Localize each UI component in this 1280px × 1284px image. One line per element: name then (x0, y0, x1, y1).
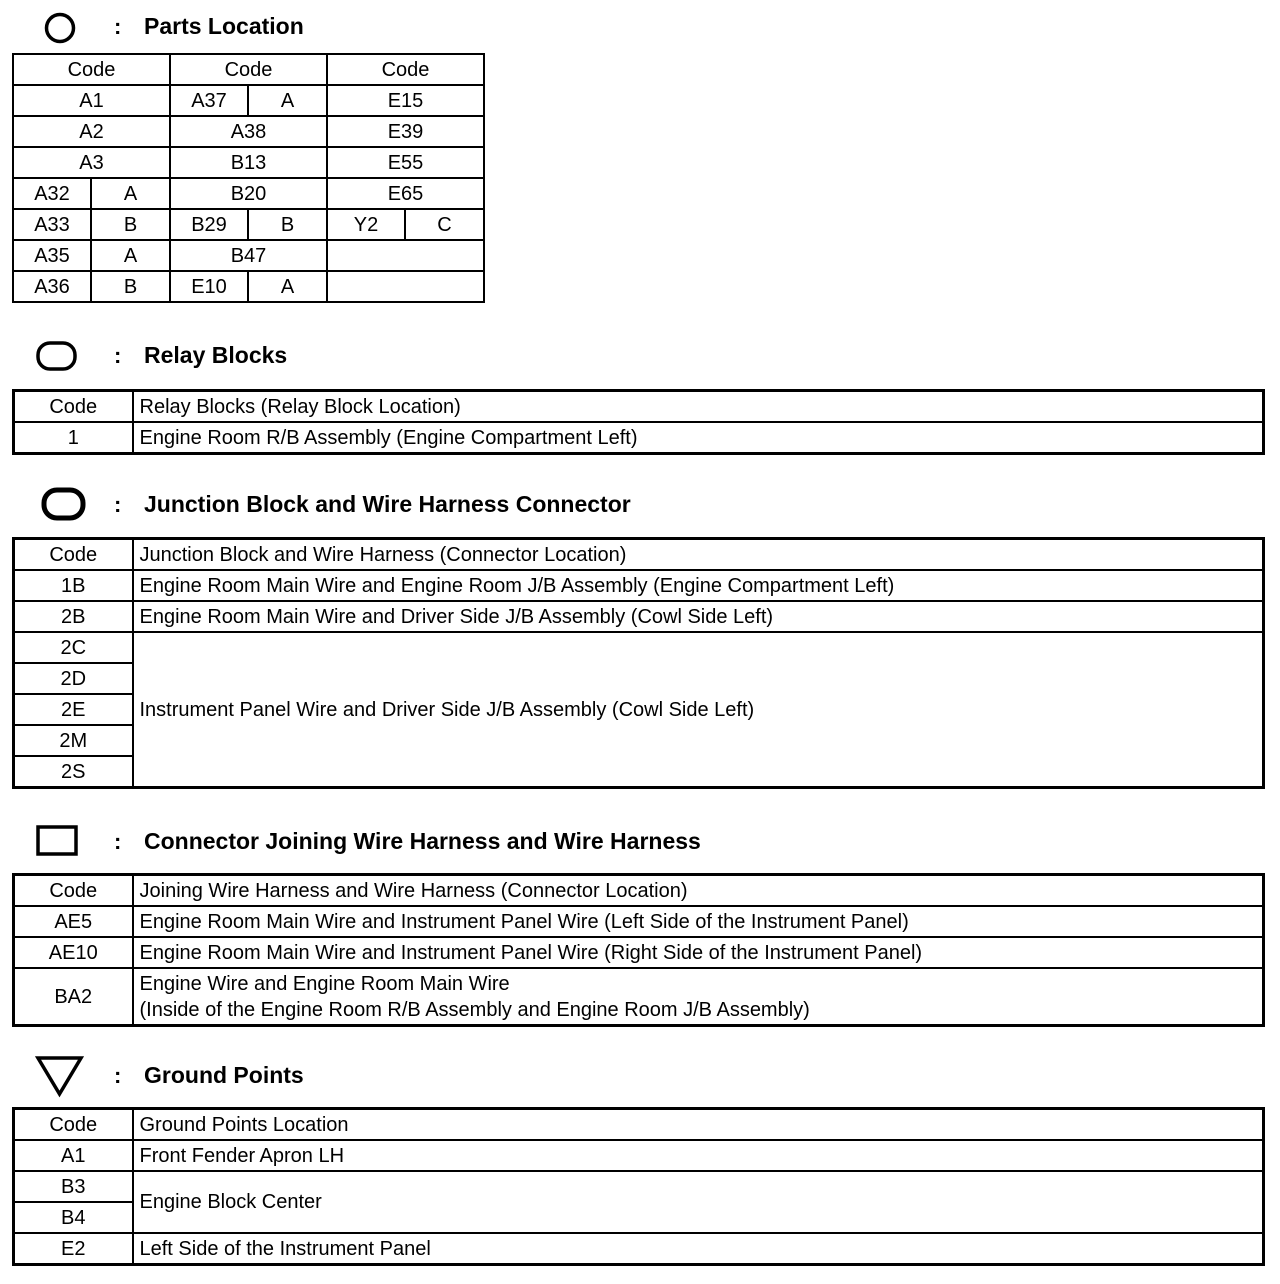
code-cell: B3 (14, 1171, 133, 1202)
colon: : (114, 492, 122, 517)
code-cell: B4 (14, 1202, 133, 1233)
junction-block-heading (0, 484, 1280, 524)
code-cell: 1B (14, 570, 133, 601)
colon: : (114, 1063, 122, 1088)
variant-cell: A (91, 240, 170, 271)
table-row (14, 1140, 1264, 1171)
code-cell: A38 (170, 116, 327, 147)
ground-points-table (12, 1107, 1265, 1266)
code-cell: A32 (13, 178, 91, 209)
empty-cell (327, 271, 484, 302)
code-cell: E2 (14, 1233, 133, 1265)
relay-blocks-heading (0, 337, 1280, 377)
description-cell: Left Side of the Instrument Panel (133, 1233, 1264, 1265)
description-cell: Engine Room Main Wire and Instrument Panel Wire (Left Side of the Instrument Panel) (133, 906, 1264, 937)
connector-joining-heading (0, 821, 1280, 861)
colon: : (114, 343, 122, 368)
code-cell: 2C (14, 632, 133, 663)
code-cell: 2B (14, 601, 133, 632)
table-row (14, 422, 1264, 454)
parts-location-table (12, 53, 485, 303)
column-header: Joining Wire Harness and Wire Harness (Connector Location) (133, 875, 1264, 907)
section-title: Parts Location (144, 13, 304, 39)
column-header: Code (327, 54, 484, 85)
code-cell: 2D (14, 663, 133, 694)
code-cell: A37 (170, 85, 248, 116)
code-cell: BA2 (14, 968, 133, 1026)
code-cell: B20 (170, 178, 327, 209)
code-cell: A2 (13, 116, 170, 147)
column-header: Code (14, 875, 133, 907)
variant-cell: B (91, 209, 170, 240)
description-cell: Instrument Panel Wire and Driver Side J/B Assembly (Cowl Side Left) (133, 632, 1264, 788)
table-row (14, 570, 1264, 601)
code-cell: B29 (170, 209, 248, 240)
table-row (14, 1171, 1264, 1202)
table-row (13, 85, 484, 116)
column-header: Code (170, 54, 327, 85)
description-cell: Engine Room Main Wire and Engine Room J/B Assembly (Engine Compartment Left) (133, 570, 1264, 601)
section-title: Ground Points (144, 1062, 304, 1088)
junction-block-table (12, 537, 1265, 789)
table-row (13, 116, 484, 147)
column-header: Code (14, 391, 133, 423)
code-cell: AE10 (14, 937, 133, 968)
variant-cell: A (248, 271, 327, 302)
description-cell: Front Fender Apron LH (133, 1140, 1264, 1171)
circle-icon (44, 12, 78, 46)
table-row (14, 1233, 1264, 1265)
code-cell: 2S (14, 756, 133, 788)
description-line: Engine Wire and Engine Room Main Wire (139, 972, 510, 995)
code-cell: 2E (14, 694, 133, 725)
code-cell: E10 (170, 271, 248, 302)
table-row (14, 601, 1264, 632)
colon: : (114, 829, 122, 854)
parts-location-heading (0, 8, 1280, 48)
table-row (13, 147, 484, 178)
variant-cell: A (91, 178, 170, 209)
table-row (14, 968, 1264, 1026)
empty-cell (327, 240, 484, 271)
table-row (14, 906, 1264, 937)
connector-joining-table (12, 873, 1265, 1027)
section-title: Connector Joining Wire Harness and Wire Harness (144, 828, 701, 854)
table-row (13, 240, 484, 271)
column-header: Code (13, 54, 170, 85)
description-cell (133, 968, 1264, 1026)
code-cell: A35 (13, 240, 91, 271)
column-header: Junction Block and Wire Harness (Connector Location) (133, 539, 1264, 571)
rounded-rect-icon (36, 341, 78, 373)
description-cell: Engine Room R/B Assembly (Engine Compartment Left) (133, 422, 1264, 454)
code-cell: 2M (14, 725, 133, 756)
section-title: Junction Block and Wire Harness Connector (144, 491, 631, 517)
description-cell: Engine Block Center (133, 1171, 1264, 1233)
column-header: Relay Blocks (Relay Block Location) (133, 391, 1264, 423)
rounded-rect-bold-icon (41, 487, 87, 523)
code-cell: 1 (14, 422, 133, 454)
description-cell: Engine Room Main Wire and Driver Side J/B Assembly (Cowl Side Left) (133, 601, 1264, 632)
variant-cell: A (248, 85, 327, 116)
table-row (13, 271, 484, 302)
table-row (14, 632, 1264, 663)
code-cell: E15 (327, 85, 484, 116)
table-row (14, 937, 1264, 968)
code-cell: E39 (327, 116, 484, 147)
code-cell: Y2 (327, 209, 405, 240)
column-header: Code (14, 539, 133, 571)
variant-cell: C (405, 209, 484, 240)
code-cell: A36 (13, 271, 91, 302)
code-cell: A1 (13, 85, 170, 116)
table-row (13, 178, 484, 209)
code-cell: E55 (327, 147, 484, 178)
ground-points-heading (0, 1054, 1280, 1094)
variant-cell: B (91, 271, 170, 302)
table-row (13, 209, 484, 240)
section-title: Relay Blocks (144, 342, 288, 368)
code-cell: A33 (13, 209, 91, 240)
code-cell: A1 (14, 1140, 133, 1171)
code-cell: AE5 (14, 906, 133, 937)
relay-blocks-table (12, 389, 1265, 455)
column-header: Ground Points Location (133, 1109, 1264, 1141)
code-cell: B47 (170, 240, 327, 271)
code-cell: B13 (170, 147, 327, 178)
code-cell: A3 (13, 147, 170, 178)
variant-cell: B (248, 209, 327, 240)
description-cell: Engine Room Main Wire and Instrument Panel Wire (Right Side of the Instrument Panel) (133, 937, 1264, 968)
colon: : (114, 14, 122, 39)
triangle-down-icon (34, 1054, 86, 1098)
square-icon (36, 825, 80, 857)
code-cell: E65 (327, 178, 484, 209)
description-line: (Inside of the Engine Room R/B Assembly and Engine Room J/B Assembly) (139, 998, 810, 1021)
column-header: Code (14, 1109, 133, 1141)
